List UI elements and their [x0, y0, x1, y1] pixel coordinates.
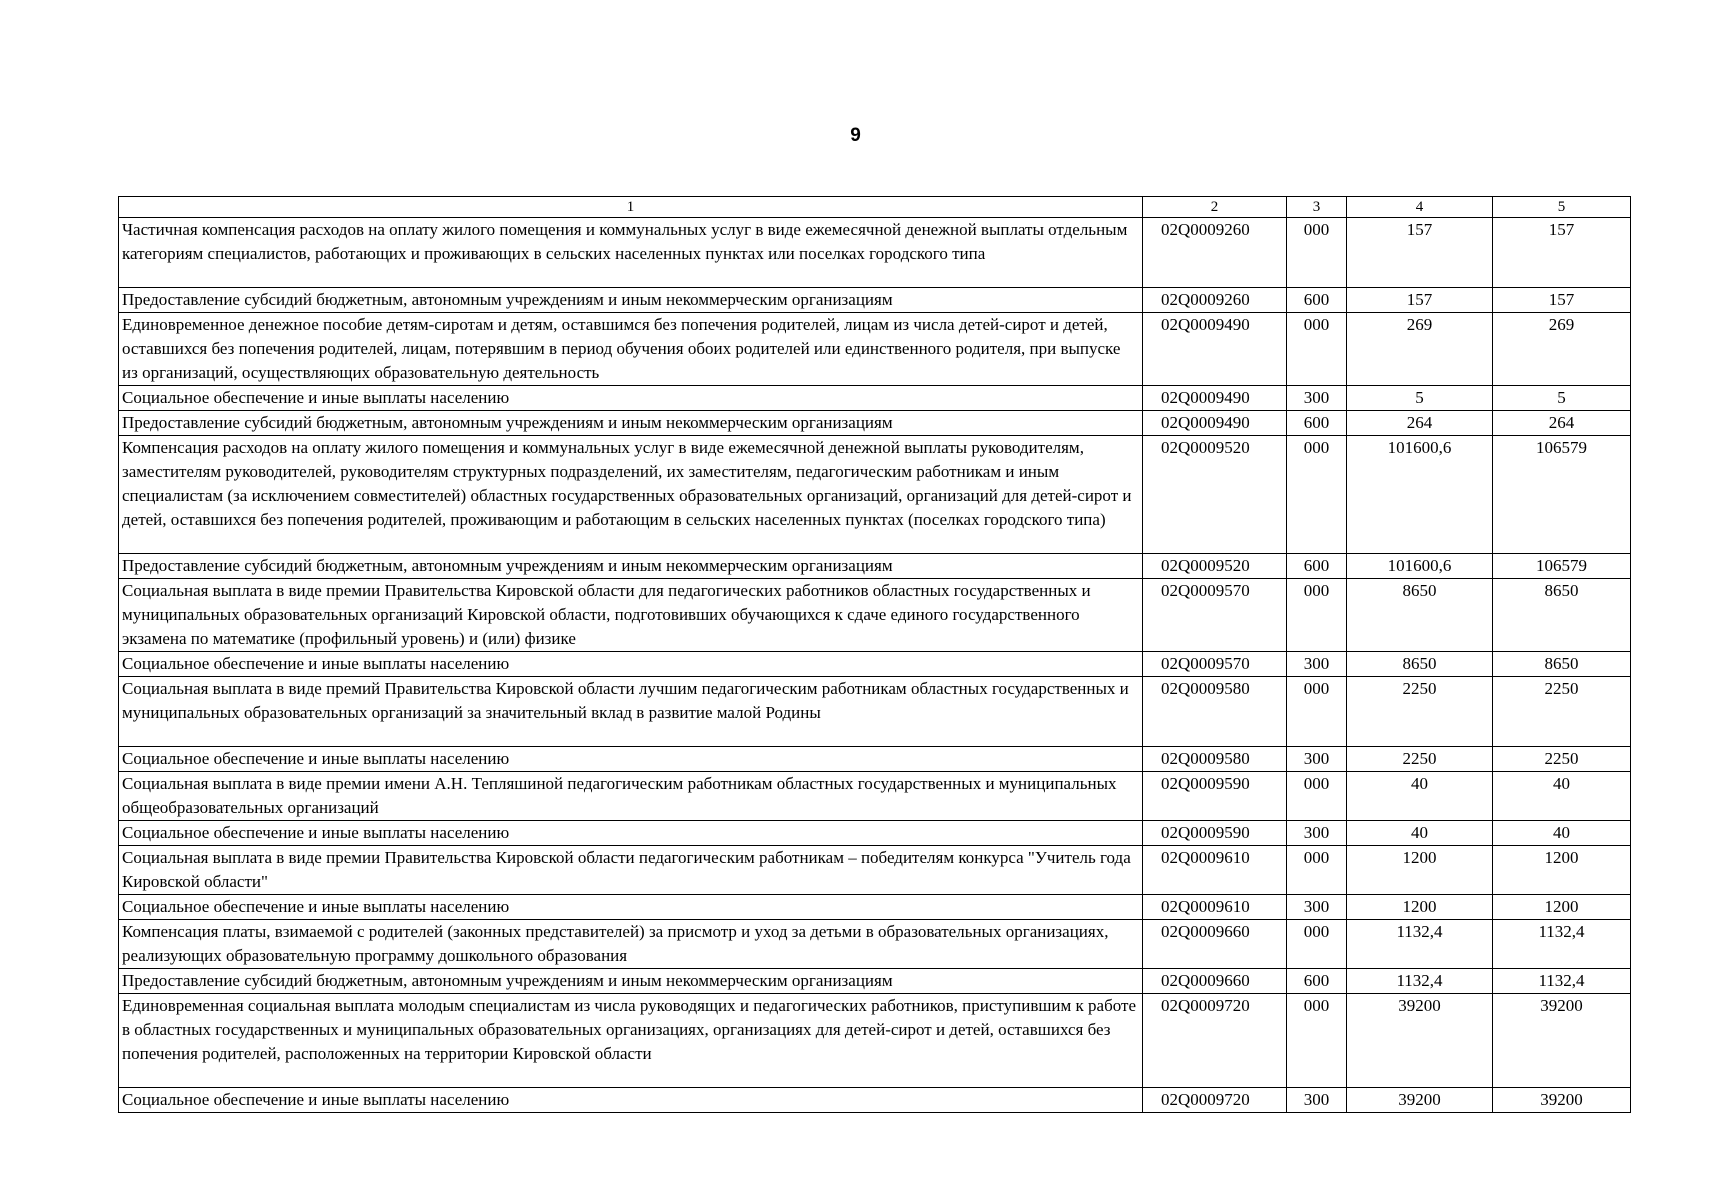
table-row	[119, 288, 1631, 313]
table-row	[119, 846, 1631, 895]
target-code-cell: 02Q0009580	[1143, 677, 1287, 747]
amount-col5-cell: 106579	[1493, 436, 1631, 554]
target-code-cell: 02Q0009490	[1143, 313, 1287, 386]
table-row	[119, 436, 1631, 554]
amount-col5-cell: 5	[1493, 386, 1631, 411]
expense-name-cell: Частичная компенсация расходов на оплату жилого помещения и коммунальных услуг в виде ежемесячной денежной выплаты отдельным категориям специалистов, работающих и проживающих в сельских населенных пунктах или поселках городского типа	[119, 218, 1143, 288]
expense-type-cell: 600	[1287, 411, 1347, 436]
target-code-cell: 02Q0009570	[1143, 579, 1287, 652]
amount-col5-cell: 1200	[1493, 895, 1631, 920]
expense-type-cell: 000	[1287, 313, 1347, 386]
column-header-4: 4	[1347, 197, 1493, 218]
expense-name-cell: Предоставление субсидий бюджетным, автономным учреждениям и иным некоммерческим организациям	[119, 411, 1143, 436]
expense-type-cell: 300	[1287, 1088, 1347, 1113]
amount-col5-cell: 2250	[1493, 747, 1631, 772]
amount-col5-cell: 8650	[1493, 652, 1631, 677]
amount-col4-cell: 101600,6	[1347, 436, 1493, 554]
amount-col4-cell: 8650	[1347, 579, 1493, 652]
expense-type-cell: 000	[1287, 218, 1347, 288]
expense-type-cell: 300	[1287, 895, 1347, 920]
target-code-cell: 02Q0009610	[1143, 846, 1287, 895]
target-code-cell: 02Q0009610	[1143, 895, 1287, 920]
target-code-cell: 02Q0009520	[1143, 436, 1287, 554]
amount-col5-cell: 106579	[1493, 554, 1631, 579]
amount-col4-cell: 264	[1347, 411, 1493, 436]
expense-name-cell: Единовременное денежное пособие детям-сиротам и детям, оставшимся без попечения родителей, лицам из числа детей-сирот и детей, оставшихся без попечения родителей, лицам, потерявшим в период обучения обоих родителей или единственного родителя, при выпуске из организаций, осуществляющих образовательную деятельность	[119, 313, 1143, 386]
table-row	[119, 411, 1631, 436]
expense-name-cell: Социальное обеспечение и иные выплаты населению	[119, 386, 1143, 411]
amount-col5-cell: 40	[1493, 821, 1631, 846]
amount-col4-cell: 8650	[1347, 652, 1493, 677]
amount-col5-cell: 264	[1493, 411, 1631, 436]
expense-name-cell: Социальное обеспечение и иные выплаты населению	[119, 821, 1143, 846]
expense-name-cell: Предоставление субсидий бюджетным, автономным учреждениям и иным некоммерческим организациям	[119, 554, 1143, 579]
target-code-cell: 02Q0009260	[1143, 218, 1287, 288]
amount-col4-cell: 1200	[1347, 846, 1493, 895]
amount-col4-cell: 269	[1347, 313, 1493, 386]
column-number-row	[119, 197, 1631, 218]
column-header-1: 1	[119, 197, 1143, 218]
table-row	[119, 821, 1631, 846]
table-row	[119, 969, 1631, 994]
expense-type-cell: 300	[1287, 652, 1347, 677]
expense-name-cell: Социальное обеспечение и иные выплаты населению	[119, 747, 1143, 772]
expense-type-cell: 000	[1287, 994, 1347, 1088]
table-row	[119, 579, 1631, 652]
expense-type-cell: 300	[1287, 386, 1347, 411]
expense-name-cell: Социальное обеспечение и иные выплаты населению	[119, 1088, 1143, 1113]
table-row	[119, 994, 1631, 1088]
target-code-cell: 02Q0009520	[1143, 554, 1287, 579]
table-row	[119, 677, 1631, 747]
amount-col5-cell: 39200	[1493, 994, 1631, 1088]
amount-col5-cell: 157	[1493, 288, 1631, 313]
expense-name-cell: Социальная выплата в виде премии Правительства Кировской области педагогическим работникам – победителям конкурса "Учитель года Кировской области"	[119, 846, 1143, 895]
expense-type-cell: 300	[1287, 821, 1347, 846]
table-row	[119, 1088, 1631, 1113]
amount-col4-cell: 2250	[1347, 747, 1493, 772]
table-row	[119, 747, 1631, 772]
amount-col4-cell: 40	[1347, 821, 1493, 846]
amount-col5-cell: 1132,4	[1493, 920, 1631, 969]
amount-col4-cell: 39200	[1347, 1088, 1493, 1113]
table-row	[119, 313, 1631, 386]
expense-name-cell: Социальная выплата в виде премии имени А.Н. Тепляшиной педагогическим работникам областных государственных и муниципальных общеобразовательных организаций	[119, 772, 1143, 821]
table-row	[119, 895, 1631, 920]
expense-type-cell: 000	[1287, 846, 1347, 895]
expense-name-cell: Единовременная социальная выплата молодым специалистам из числа руководящих и педагогических работников, приступившим к работе в областных государственных и муниципальных образовательных организациях, организациях для детей-сирот и детей, оставшихся без попечения родителей, расположенных на территории Кировской области	[119, 994, 1143, 1088]
target-code-cell: 02Q0009490	[1143, 386, 1287, 411]
expense-name-cell: Социальное обеспечение и иные выплаты населению	[119, 895, 1143, 920]
budget-table	[118, 196, 1631, 1113]
expense-name-cell: Социальная выплата в виде премий Правительства Кировской области лучшим педагогическим работникам областных государственных и муниципальных образовательных организаций за значительный вклад в развитие малой Родины	[119, 677, 1143, 747]
expense-name-cell: Предоставление субсидий бюджетным, автономным учреждениям и иным некоммерческим организациям	[119, 969, 1143, 994]
amount-col4-cell: 1200	[1347, 895, 1493, 920]
amount-col5-cell: 40	[1493, 772, 1631, 821]
amount-col4-cell: 39200	[1347, 994, 1493, 1088]
expense-name-cell: Социальная выплата в виде премии Правительства Кировской области для педагогических работников областных государственных и муниципальных образовательных организаций Кировской области, подготовивших обучающихся к сдаче единого государственного экзамена по математике (профильный уровень) и (или) физике	[119, 579, 1143, 652]
target-code-cell: 02Q0009490	[1143, 411, 1287, 436]
target-code-cell: 02Q0009660	[1143, 969, 1287, 994]
amount-col4-cell: 157	[1347, 218, 1493, 288]
target-code-cell: 02Q0009570	[1143, 652, 1287, 677]
amount-col4-cell: 157	[1347, 288, 1493, 313]
table-row	[119, 772, 1631, 821]
expense-type-cell: 000	[1287, 920, 1347, 969]
target-code-cell: 02Q0009590	[1143, 821, 1287, 846]
amount-col4-cell: 1132,4	[1347, 920, 1493, 969]
expense-type-cell: 300	[1287, 747, 1347, 772]
amount-col4-cell: 101600,6	[1347, 554, 1493, 579]
column-header-2: 2	[1143, 197, 1287, 218]
target-code-cell: 02Q0009580	[1143, 747, 1287, 772]
expense-type-cell: 000	[1287, 772, 1347, 821]
table-row	[119, 554, 1631, 579]
table-row	[119, 920, 1631, 969]
amount-col5-cell: 269	[1493, 313, 1631, 386]
amount-col5-cell: 157	[1493, 218, 1631, 288]
table-row	[119, 386, 1631, 411]
expense-type-cell: 000	[1287, 579, 1347, 652]
column-header-3: 3	[1287, 197, 1347, 218]
expense-type-cell: 600	[1287, 554, 1347, 579]
target-code-cell: 02Q0009660	[1143, 920, 1287, 969]
expense-name-cell: Компенсация платы, взимаемой с родителей (законных представителей) за присмотр и уход за детьми в образовательных организациях, реализующих образовательную программу дошкольного образования	[119, 920, 1143, 969]
amount-col4-cell: 1132,4	[1347, 969, 1493, 994]
target-code-cell: 02Q0009590	[1143, 772, 1287, 821]
expense-name-cell: Компенсация расходов на оплату жилого помещения и коммунальных услуг в виде ежемесячной денежной выплаты руководителям, заместителям руководителей, руководителям структурных подразделений, их заместителям, педагогическим работникам и иным специалистам (за исключением совместителей) областных государственных образовательных организаций, организаций для детей-сирот и детей, оставшихся без попечения родителей, проживающим и работающим в сельских населенных пунктах (поселках городского типа)	[119, 436, 1143, 554]
amount-col4-cell: 5	[1347, 386, 1493, 411]
column-header-5: 5	[1493, 197, 1631, 218]
expense-type-cell: 600	[1287, 969, 1347, 994]
amount-col5-cell: 39200	[1493, 1088, 1631, 1113]
target-code-cell: 02Q0009260	[1143, 288, 1287, 313]
amount-col5-cell: 1132,4	[1493, 969, 1631, 994]
table-body	[119, 218, 1631, 1113]
target-code-cell: 02Q0009720	[1143, 994, 1287, 1088]
amount-col4-cell: 2250	[1347, 677, 1493, 747]
expense-name-cell: Предоставление субсидий бюджетным, автономным учреждениям и иным некоммерческим организациям	[119, 288, 1143, 313]
amount-col5-cell: 8650	[1493, 579, 1631, 652]
table-row	[119, 652, 1631, 677]
target-code-cell: 02Q0009720	[1143, 1088, 1287, 1113]
amount-col4-cell: 40	[1347, 772, 1493, 821]
expense-name-cell: Социальное обеспечение и иные выплаты населению	[119, 652, 1143, 677]
amount-col5-cell: 1200	[1493, 846, 1631, 895]
expense-type-cell: 000	[1287, 436, 1347, 554]
expense-type-cell: 000	[1287, 677, 1347, 747]
table-row	[119, 218, 1631, 288]
expense-type-cell: 600	[1287, 288, 1347, 313]
amount-col5-cell: 2250	[1493, 677, 1631, 747]
page-number: 9	[850, 125, 861, 146]
